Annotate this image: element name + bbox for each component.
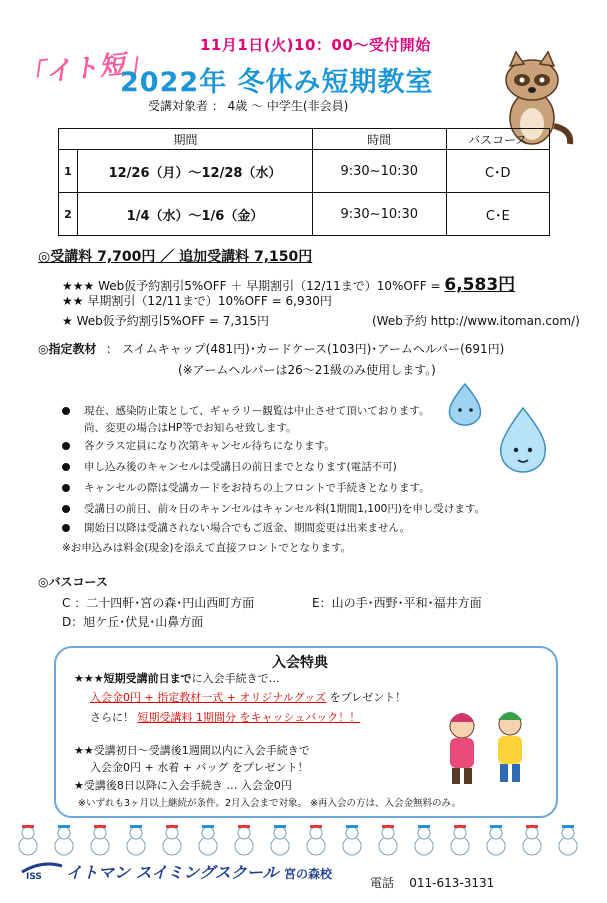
bus-course-c: C ：二十四軒･宮の森･円山西町方面 [62,596,255,610]
header-bus: バスコース [446,129,549,150]
row-bus: C･D [446,150,549,193]
notice-text: 受講日の前日、前々日のキャンセルはキャンセル料(1期間1,100円)を申し受けます。 [84,503,486,515]
phone [370,874,494,891]
bullet-icon [62,407,70,415]
row-time: 9:30~10:30 [313,193,447,236]
school-name: イトマン スイミングスクール [66,863,279,882]
bus-course-d: D：旭ケ丘･伏見･山鼻方面 [62,615,204,629]
benefit-line-2 [90,689,406,705]
row-period: 12/26（月）～12/28（水） [78,150,313,193]
benefit-line-1-rest: に入会手続きで… [191,672,280,685]
row-time: 9:30~10:30 [313,150,447,193]
benefit-line-1 [74,670,280,686]
bullet-icon [62,524,70,532]
notice-text: 各クラス定員になり次第キャンセル待ちになります。 [84,440,335,452]
benefit-line-2-red: 入会金0円 + 指定教材一式 + オリジナルグッズ [90,691,327,704]
benefit-line-3 [90,709,360,725]
fee-line-2star: ★★ 早期割引（12/11まで）10%OFF = 6,930円 [62,294,332,308]
target-audience: 受講対象者 ： 4歳 ～ 中学生(非会員) [148,99,349,113]
benefit-line-2-rest: をプレゼント！ [329,691,407,704]
benefit-cashback: 短期受講料 1期間分 をキャッシュバック！！ [137,711,361,724]
materials-label: ◎指定教材 [38,342,97,356]
row-number: 1 [59,150,78,193]
itotan-tag: 「イト短」 [17,47,155,91]
notice-sub: 尚、変更の場合はHP等でお知らせ致します。 [84,422,297,434]
header-period: 期間 [59,129,313,150]
apply-note: ※お申込みは料金(現金)を添えて直接フロントでとなります。 [62,542,352,554]
reception-start: 11月1日(火)10：00～受付開始 [200,36,431,54]
svg-text:ISS: ISS [26,872,42,880]
snowmen-row-icon [14,822,594,858]
bullet-icon [62,505,70,513]
notice-text: 現在、感染防止策として、ギャラリー観覧は中止させて頂いております。 [84,405,430,417]
notice-item [62,501,485,516]
winter-kids-icon [432,708,542,788]
benefit-line-7: ※いずれも3ヶ月以上継続が条件。2月入会まで対象。 ※再入会の方は、入会金無料のみ。 [78,798,462,809]
bullet-icon [62,484,70,492]
notice-item [62,438,335,453]
fee-line-1star: ★ Web仮予約割引5%OFF = 7,315円 [62,314,270,328]
benefit-line-4: ★★受講初日～受講後1週間以内に入会手続きで [74,744,310,757]
school-logo [66,860,332,883]
fee-line-3star-text: ★★★ Web仮予約割引5%OFF ＋ 早期割引（12/11まで）10%OFF = [62,279,441,293]
schedule-table [58,128,550,236]
benefit-line-1-bold: ★★★短期受講前日まで [74,672,192,685]
benefit-line-5: 入会金0円 + 水着 + バッグ をプレゼント！ [90,761,309,774]
bus-course-e: E：山の手･西野･平和･福井方面 [312,596,482,610]
notice-text: キャンセルの際は受講カードをお持ちの上フロントで手続きとなります。 [84,482,430,494]
benefit-line-3-pre: さらに！ [90,711,134,724]
notice-item [62,403,429,418]
page-title: 2022年 冬休み短期教室 [120,67,434,98]
notice-item [62,459,397,474]
fee-title: ◎受講料 7,700円 ／ 追加受講料 7,150円 [38,249,313,265]
table-row [59,150,550,193]
fee-best-price: 6,583円 [444,275,516,295]
bullet-icon [62,442,70,450]
bullet-icon [62,463,70,471]
school-branch: 宮の森校 [284,867,333,881]
row-period: 1/4（水）～1/6（金） [78,193,313,236]
row-number: 2 [59,193,78,236]
notice-text: 申し込み後のキャンセルは受講日の前日までとなります(電話不可) [84,461,397,473]
water-drop-small-icon [440,380,490,430]
benefit-line-6: ★受講後8日以降に入会手続き … 入会金0円 [74,779,292,792]
table-row [59,193,550,236]
benefits-title: 入会特典 [272,655,328,671]
table-header-row [59,129,550,150]
phone-number: 011-613-3131 [409,876,495,890]
phone-label: 電話 [370,876,395,890]
bus-title: ◎バスコース [38,575,108,589]
water-drop-large-icon [488,402,558,482]
materials-note: (※アームヘルパーは26～21級のみ使用します。) [178,363,436,377]
iss-logo-icon [20,858,64,880]
web-reservation-url: (Web予約 http://www.itoman.com/) [372,314,580,328]
row-bus: C･E [446,193,549,236]
header-time: 時間 [313,129,447,150]
materials-text: ： スイムキャップ(481円)･カードケース(103円)･アームヘルパー(691円) [106,342,505,356]
notice-item [62,480,430,495]
notice-item [62,520,410,535]
notice-text: 開始日以降は受講されない場合でもご返金、期間変更は出来ません。 [84,522,411,534]
